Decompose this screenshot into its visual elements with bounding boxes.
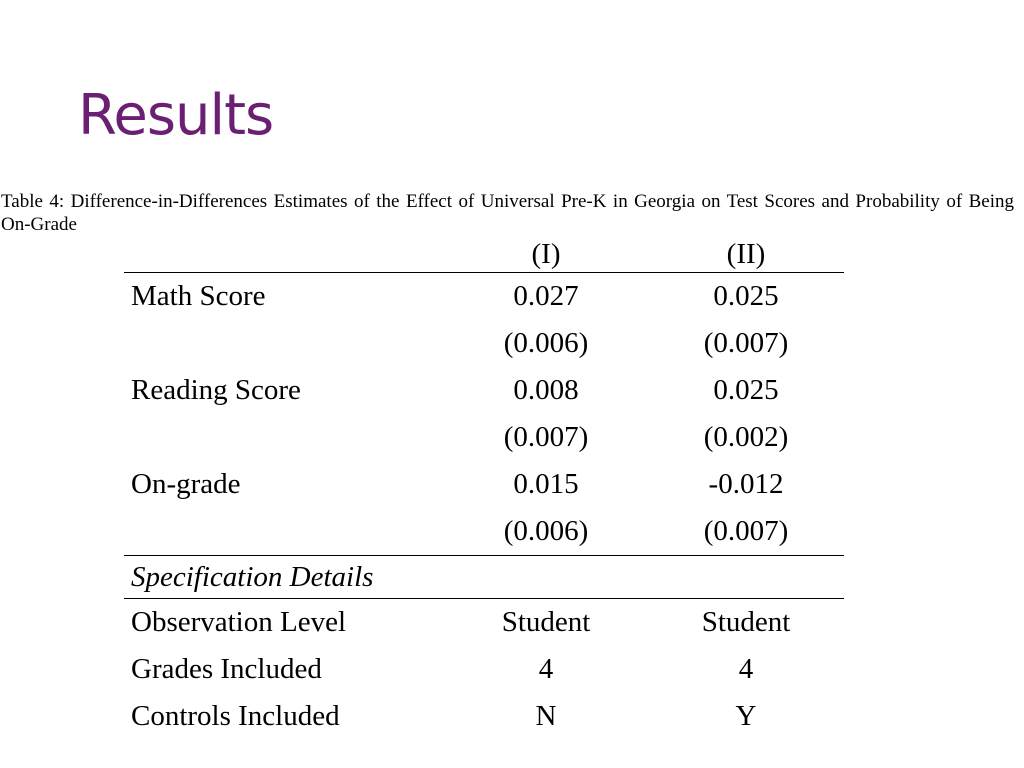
spec-heading-blank (648, 556, 844, 599)
spec-value: Student (701, 606, 791, 638)
spec-heading-blank (444, 556, 648, 599)
table-caption: Table 4: Difference-in-Differences Estimates of the Effect of Universal Pre-K in Georgia on Test Scores and Probability of Being On-Grade (1, 191, 1014, 235)
estimate-value: 0.025 (713, 280, 779, 312)
row-label: Controls Included (131, 700, 340, 732)
row-label: Observation Level (131, 606, 347, 638)
row-label: On-grade (131, 468, 241, 500)
table-row (124, 273, 844, 321)
spec-heading: Specification Details (124, 556, 444, 599)
table-row (124, 414, 844, 461)
estimate-value: 0.015 (513, 468, 579, 500)
spec-value: Student (501, 606, 591, 638)
standard-error: (0.007) (648, 508, 844, 556)
table-row (124, 461, 844, 508)
row-label: Reading Score (131, 374, 301, 406)
standard-error: (0.006) (444, 508, 648, 556)
table-row (124, 599, 844, 647)
slide-title: Results (78, 83, 274, 148)
row-label: Grades Included (131, 653, 322, 685)
table-row (124, 508, 844, 556)
estimate-value: 0.027 (513, 280, 579, 312)
standard-error: (0.002) (703, 421, 789, 453)
column-header: (I) (444, 236, 648, 273)
standard-error: (0.007) (503, 421, 589, 453)
column-header: (II) (648, 236, 844, 273)
estimate-value: 0.025 (713, 374, 779, 406)
table-row (124, 320, 844, 367)
row-label-empty (124, 508, 444, 556)
table-header-row (124, 236, 844, 273)
standard-error: (0.006) (503, 327, 589, 359)
row-label-empty (124, 320, 444, 367)
estimate-value: 0.008 (513, 374, 579, 406)
table-row (124, 367, 844, 414)
standard-error: (0.007) (703, 327, 789, 359)
header-blank-cell (124, 236, 444, 273)
row-label: Math Score (131, 280, 266, 312)
spec-value: 4 (538, 653, 554, 685)
spec-heading-row (124, 556, 844, 599)
table-row (124, 693, 844, 740)
spec-value: Y (735, 700, 757, 732)
spec-value: N (535, 700, 557, 732)
spec-value: 4 (738, 653, 754, 685)
results-table (124, 236, 844, 740)
row-label-empty (124, 414, 444, 461)
table-row (124, 646, 844, 693)
estimate-value: -0.012 (708, 468, 784, 500)
